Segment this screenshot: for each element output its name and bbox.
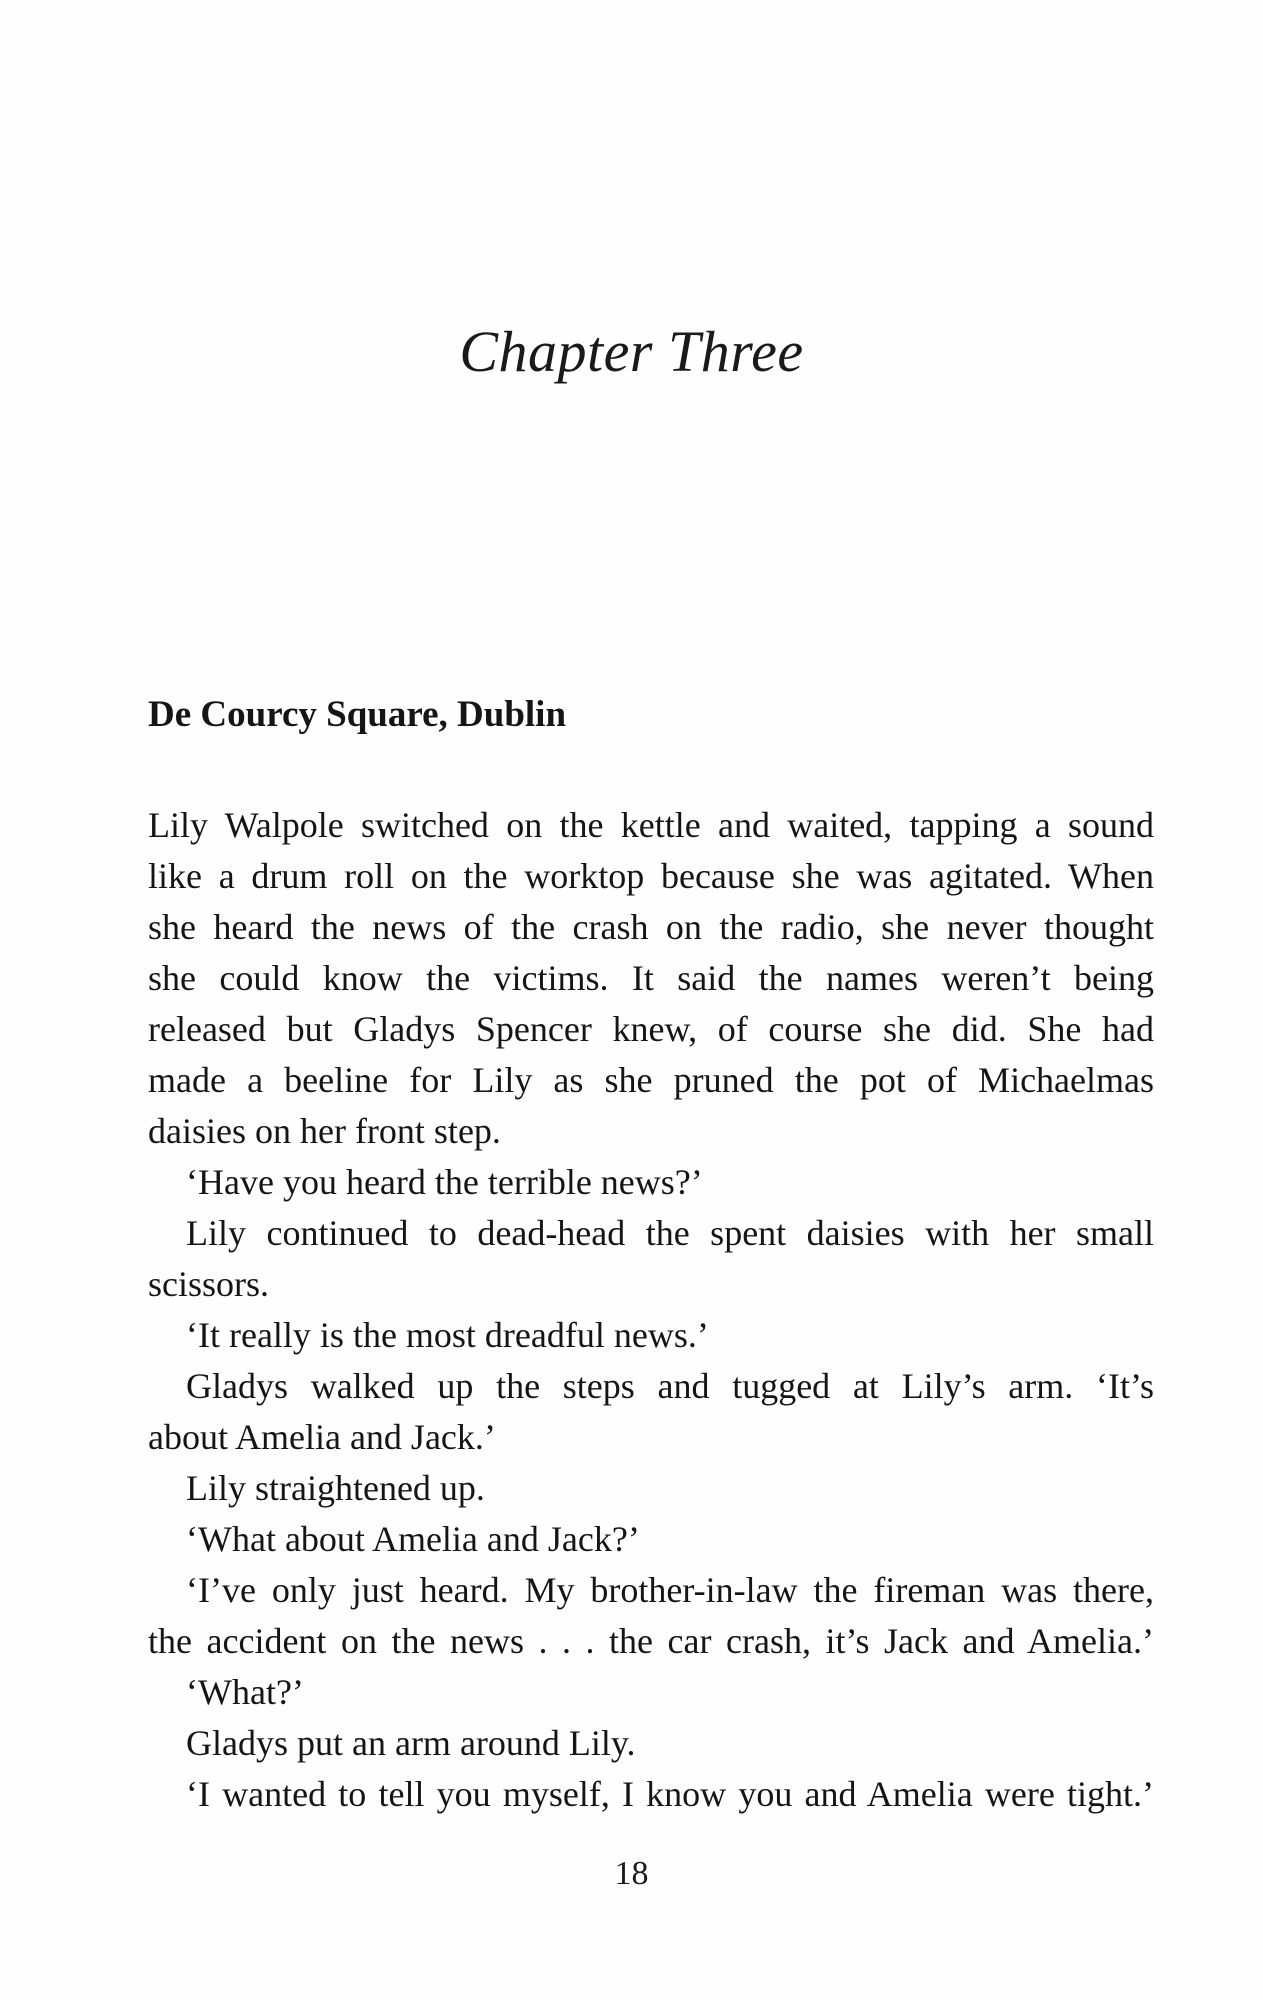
page-number: 18 xyxy=(614,1855,649,1892)
text-line: Lily straightened up. xyxy=(186,1468,485,1508)
text-line: she heard the news of the crash on the radio, she never thought xyxy=(148,907,1154,947)
text-line: ‘It really is the most dreadful news.’ xyxy=(186,1315,709,1355)
text-line: the accident on the news . . . the car crash, it’s Jack and Amelia.’ xyxy=(148,1621,1154,1661)
text-line: made a beeline for Lily as she pruned the pot of Michaelmas xyxy=(148,1060,1154,1100)
text-line: ‘What?’ xyxy=(186,1672,304,1712)
paragraph xyxy=(148,1157,1154,1208)
paragraph xyxy=(148,1667,1154,1718)
paragraph xyxy=(148,1361,1154,1463)
paragraph xyxy=(148,800,1154,1157)
chapter-title: Chapter Three xyxy=(459,319,804,384)
paragraph xyxy=(148,1310,1154,1361)
body-text xyxy=(148,800,1154,1820)
text-line: ‘Have you heard the terrible news?’ xyxy=(186,1162,703,1202)
text-line: released but Gladys Spencer knew, of course she did. She had xyxy=(148,1009,1154,1049)
text-line: Gladys put an arm around Lily. xyxy=(186,1723,636,1763)
paragraph xyxy=(148,1514,1154,1565)
text-line: about Amelia and Jack.’ xyxy=(148,1417,496,1457)
paragraph xyxy=(148,1463,1154,1514)
paragraph xyxy=(148,1208,1154,1310)
text-line: Lily Walpole switched on the kettle and waited, tapping a sound xyxy=(148,805,1154,845)
text-line: Gladys walked up the steps and tugged at Lily’s arm. ‘It’s xyxy=(186,1366,1154,1406)
text-line: like a drum roll on the worktop because she was agitated. When xyxy=(148,856,1154,896)
text-line: daisies on her front step. xyxy=(148,1111,501,1151)
section-heading: De Courcy Square, Dublin xyxy=(148,694,567,735)
text-line: she could know the victims. It said the names weren’t being xyxy=(148,958,1154,998)
text-line: Lily continued to dead-head the spent daisies with her small xyxy=(186,1213,1154,1253)
text-line: ‘What about Amelia and Jack?’ xyxy=(186,1519,640,1559)
paragraph xyxy=(148,1769,1154,1820)
paragraph xyxy=(148,1718,1154,1769)
text-line: ‘I’ve only just heard. My brother-in-law the fireman was there, xyxy=(186,1570,1154,1610)
paragraph xyxy=(148,1565,1154,1667)
text-line: ‘I wanted to tell you myself, I know you and Amelia were tight.’ xyxy=(186,1774,1154,1814)
text-line: scissors. xyxy=(148,1264,270,1304)
